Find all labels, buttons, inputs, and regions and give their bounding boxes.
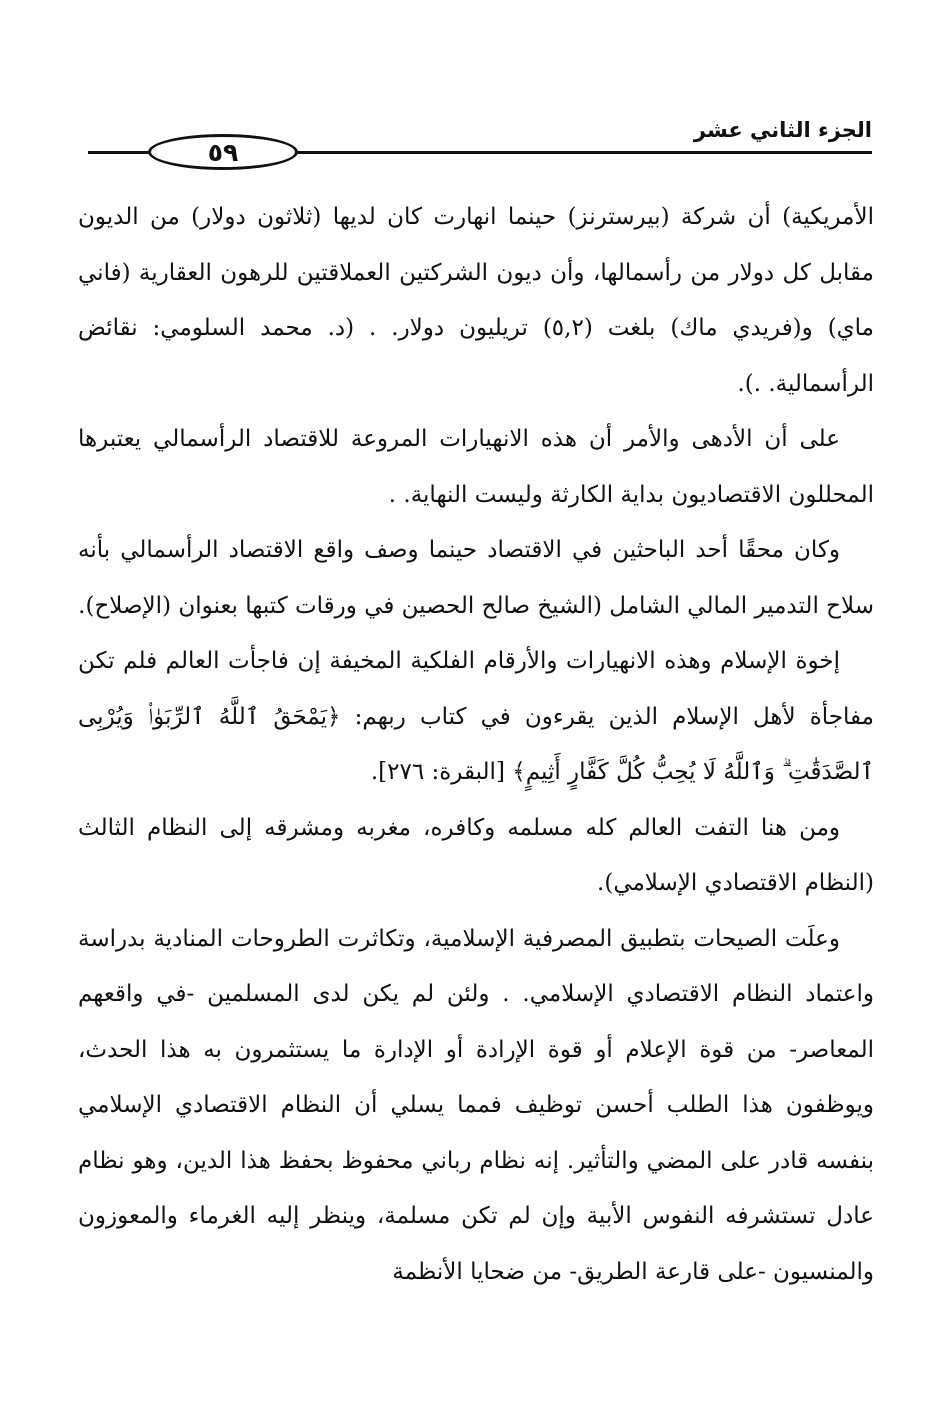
paragraph: على أن الأدهى والأمر أن هذه الانهيارات المروعة للاقتصاد الرأسمالي يعتبرها المحللون الاقتصاديون بداية الكارثة وليست النهاية. . (78, 426, 874, 508)
running-title: الجزء الثاني عشر (693, 118, 872, 142)
paragraph: وكان محقًا أحد الباحثين في الاقتصاد حينما وصف واقع الاقتصاد الرأسمالي بأنه سلاح التدمير المالي الشامل (الشيخ صالح الحصين في ورقات كتبها بعنوان (الإصلاح). (78, 537, 874, 619)
page-header (80, 112, 872, 182)
paragraph: إخوة الإسلام وهذه الانهيارات والأرقام الفلكية المخيفة إن فاجأت العالم فلم تكن مفاجأة لأهل الإسلام الذين يقرءون في كتاب ربهم: ﴿يَمْحَقُ ٱللَّهُ ٱلرِّبَوٰا۟ وَيُرْبِى ٱلصَّدَقَٰتِ ۗ وَٱللَّهُ لَا يُحِبُّ كُلَّ كَفَّارٍ أَثِيمٍ﴾ [البقرة: ٢٧٦]. (78, 648, 874, 785)
body-text (78, 190, 874, 1300)
page-number-badge (148, 134, 298, 170)
page-number: ٥٩ (207, 137, 239, 167)
paragraph: ومن هنا التفت العالم كله مسلمه وكافره، مغربه ومشرقه إلى النظام الثالث (النظام الاقتصادي الإسلامي). (78, 814, 874, 896)
paragraph: الأمريكية) أن شركة (بيرسترنز) حينما انهارت كان لديها (ثلاثون دولار) من الديون مقابل كل دولار من رأسمالها، وأن ديون الشركتين العملاقتين للرهون العقارية (فاني ماي) و(فريدي ماك) بلغت (٥,٢) تريليون دولار. . (د. محمد السلومي: نقائض الرأسمالية. .). (78, 204, 874, 397)
paragraph: وعلَت الصيحات بتطبيق المصرفية الإسلامية، وتكاثرت الطروحات المنادية بدراسة واعتماد النظام الاقتصادي الإسلامي. . ولئن لم يكن لدى المسلمين -في واقعهم المعاصر- من قوة الإعلام أو قوة الإرادة أو الإدارة ما يستثمرون به هذا الحدث، ويوظفون هذا الطلب أحسن توظيف فمما يسلي أن النظام الاقتصادي الإسلامي بنفسه قادر على المضي والتأثير. إنه نظام رباني محفوظ بحفظ هذا الدين، وهو نظام عادل تستشرفه النفوس الأبية وإن لم تكن مسلمة، وينظر إليه الغرماء والمعوزون والمنسيون -على قارعة الطريق- من ضحايا الأنظمة (78, 925, 874, 1285)
